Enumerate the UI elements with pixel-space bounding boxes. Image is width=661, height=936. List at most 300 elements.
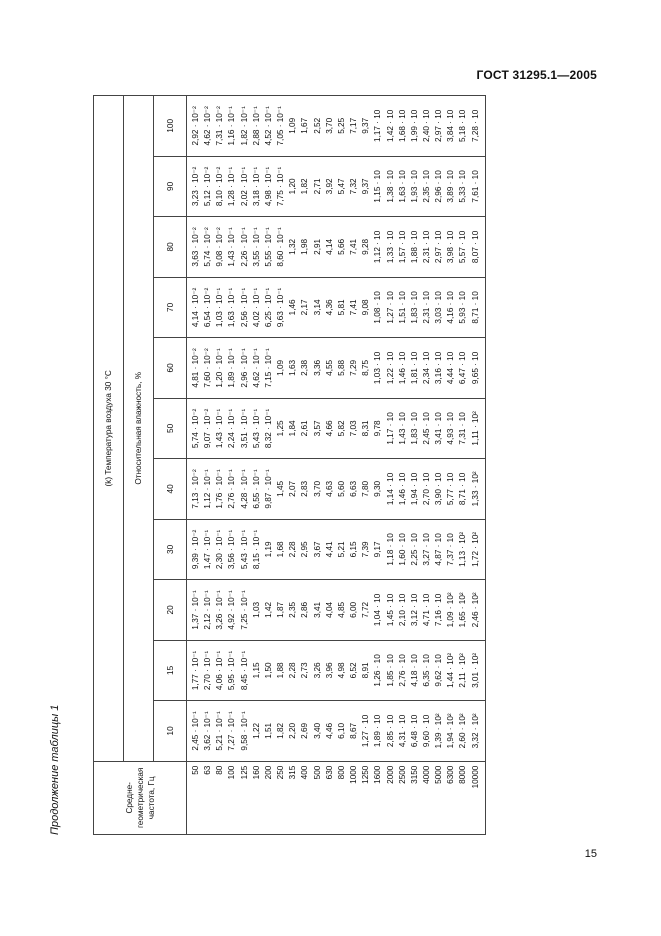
attenuation-value: 2,85 · 10 [385,714,395,748]
attenuation-value: 7,31 · 10 [458,412,468,445]
attenuation-value: 3,90 · 10 [434,472,444,506]
attenuation-value: 9,62 · 10 [434,654,444,687]
attenuation-value: 5,43 · 10⁻¹ [239,529,249,570]
attenuation-value: 9,28 [361,238,371,255]
humidity-column [187,277,486,338]
attenuation-value: 9,37 [361,117,371,134]
attenuation-value: 4,31 · 10 [397,714,407,748]
attenuation-value: 3,67 [312,541,322,558]
attenuation-value: 1,85 · 10 [385,654,395,687]
attenuation-value: 2,96 · 10⁻¹ [239,348,249,388]
attenuation-value: 2,35 · 10 [421,170,431,203]
attenuation-value: 7,05 · 10⁻¹ [276,106,286,146]
attenuation-value: 1,94 · 10 [409,472,419,506]
attenuation-value: 8,31 [361,420,371,437]
attenuation-value: 2,76 · 10⁻¹ [227,469,237,509]
attenuation-value: 6,55 · 10⁻¹ [251,469,261,509]
attenuation-value: 7,13 · 10⁻² [191,469,200,509]
attenuation-value: 3,51 · 10⁻¹ [239,408,249,449]
attenuation-value: 1,88 [276,662,286,679]
attenuation-value: 9,65 · 10 [470,351,480,385]
attenuation-value: 7,41 [349,299,359,316]
attenuation-value: 2,26 · 10⁻¹ [239,227,249,267]
attenuation-value: 2,02 · 10⁻¹ [239,166,249,207]
attenuation-value: 8,67 [349,722,359,739]
humidity-column [187,459,486,520]
attenuation-value: 2,71 [312,178,322,195]
attenuation-value: 9,63 · 10⁻¹ [276,287,286,328]
attenuation-value: 4,04 [324,601,334,618]
attenuation-value: 8,45 · 10⁻¹ [239,650,249,691]
attenuation-value: 3,92 [324,178,334,195]
attenuation-value: 9,39 · 10⁻² [191,529,200,570]
attenuation-value: 5,55 · 10⁻¹ [263,227,273,267]
attenuation-value: 5,95 · 10⁻¹ [227,650,237,691]
attenuation-value: 7,41 [349,238,359,255]
attenuation-value: 3,26 · 10⁻¹ [215,590,225,630]
attenuation-value: 7,61 · 10 [470,170,480,203]
attenuation-value: 7,39 [361,541,371,558]
attenuation-value: 4,36 [324,299,334,316]
attenuation-value: 2,25 · 10 [409,533,419,566]
attenuation-value: 1,39 · 10² [434,713,444,749]
attenuation-value: 1,72 · 10² [470,531,480,567]
humidity-header: Относительная влажность, % [124,96,154,762]
attenuation-value: 1,50 [263,662,273,679]
attenuation-value: 2,56 · 10⁻¹ [239,287,249,328]
attenuation-value: 4,46 [324,722,334,739]
attenuation-value: 3,56 · 10⁻¹ [227,529,237,570]
attenuation-value: 4,06 · 10⁻¹ [215,650,225,691]
attenuation-value: 7,17 [349,117,359,134]
attenuation-value: 4,02 · 10⁻¹ [251,287,261,328]
attenuation-value: 2,70 · 10 [421,472,431,506]
attenuation-value: 1,43 · 10⁻¹ [227,227,237,267]
attenuation-value: 1,08 · 10 [373,291,383,324]
attenuation-value: 4,14 [324,238,334,255]
attenuation-value: 2,11 · 10² [458,653,468,688]
frequency-header: Средне-геометрическая частота, Гц [94,761,187,834]
attenuation-value: 9,17 [373,541,383,558]
attenuation-value: 3,14 [312,299,322,316]
attenuation-value: 1,17 · 10 [373,109,383,142]
attenuation-value: 1,89 · 10⁻¹ [227,348,237,388]
attenuation-value: 2,69 [300,722,310,739]
frequency-value: 10000 [470,765,480,789]
frequency-value: 200 [263,765,273,780]
attenuation-value: 3,98 · 10 [446,230,456,264]
humidity-column [187,580,486,641]
attenuation-value: 8,60 · 10⁻¹ [276,227,286,267]
attenuation-value: 5,33 · 10 [458,170,468,203]
table-caption: Продолжение таблицы 1 [49,704,61,835]
attenuation-value: 2,38 [300,359,310,376]
attenuation-value: 3,63 · 10⁻² [191,227,200,267]
attenuation-value: 1,09 · 10² [446,592,456,628]
attenuation-value: 7,27 · 10⁻¹ [227,711,237,751]
attenuation-value: 5,21 [336,541,346,558]
attenuation-value: 2,60 · 10² [458,713,468,749]
attenuation-value: 1,46 [288,299,298,316]
frequency-value: 5000 [434,765,444,784]
attenuation-value: 3,55 · 10⁻¹ [251,227,261,267]
attenuation-value: 1,28 · 10⁻¹ [227,166,237,207]
attenuation-value: 1,45 · 10 [385,593,395,627]
attenuation-value: 7,80 [361,480,371,497]
attenuation-value: 2,88 · 10⁻¹ [251,106,261,146]
attenuation-value: 5,81 [336,299,346,316]
attenuation-value: 3,40 [312,722,322,739]
attenuation-value: 7,25 · 10⁻¹ [239,590,249,630]
attenuation-value: 1,81 · 10 [409,351,419,385]
attenuation-value: 6,63 [349,480,359,497]
humidity-level-header: 20 [154,580,187,641]
attenuation-value: 4,62 · 10⁻¹ [251,348,261,388]
attenuation-value: 1,99 · 10 [409,109,419,142]
attenuation-value: 1,04 · 10 [373,593,383,627]
attenuation-value: 1,33 · 10² [470,471,480,507]
attenuation-value: 1,14 · 10 [385,472,395,506]
attenuation-value: 1,68 · 10 [397,109,407,142]
attenuation-value: 3,23 · 10⁻² [191,166,200,207]
temperature-header: (k) Температура воздуха 30 °C [94,96,124,762]
attenuation-value: 2,45 · 10 [421,412,431,445]
attenuation-value: 2,34 · 10 [421,351,431,385]
page-number: 15 [584,848,597,860]
attenuation-value: 2,86 [300,601,310,618]
attenuation-value: 1,82 [276,722,286,739]
humidity-column [187,96,486,157]
attenuation-value: 1,15 [251,662,261,679]
attenuation-value: 1,87 [276,601,286,618]
attenuation-value: 1,93 · 10 [409,170,419,203]
attenuation-value: 2,31 · 10 [421,291,431,324]
attenuation-value: 1,84 [288,420,298,437]
attenuation-value: 3,41 [312,601,322,618]
attenuation-value: 2,97 · 10 [434,109,444,142]
attenuation-value: 1,15 · 10 [373,170,383,203]
attenuation-value: 3,26 [312,662,322,679]
attenuation-value: 6,35 · 10 [421,654,431,687]
frequency-value: 80 [215,765,225,775]
frequency-value: 8000 [458,765,468,784]
frequency-value: 160 [251,765,261,780]
attenuation-value: 1,09 [288,117,298,134]
attenuation-value: 4,44 · 10 [446,351,456,385]
attenuation-value: 1,46 · 10 [397,351,407,385]
attenuation-value: 8,71 · 10 [470,291,480,324]
attenuation-value: 3,36 [312,359,322,376]
attenuation-value: 1,16 · 10⁻¹ [227,106,237,146]
attenuation-value: 1,25 [276,420,286,437]
attenuation-value: 9,87 · 10⁻¹ [263,469,273,509]
attenuation-value: 1,42 · 10 [385,109,395,142]
frequency-value: 3150 [409,765,419,784]
attenuation-value: 7,75 · 10⁻¹ [276,166,286,207]
attenuation-value: 6,52 [349,662,359,679]
attenuation-value: 1,83 · 10 [409,291,419,324]
attenuation-value: 4,16 · 10 [446,291,456,324]
attenuation-value: 2,31 · 10 [421,230,431,264]
humidity-column [187,519,486,580]
attenuation-value: 1,26 · 10 [373,654,383,687]
attenuation-value: 1,22 · 10 [385,351,395,385]
frequency-value: 4000 [421,765,431,784]
attenuation-value: 3,57 [312,420,322,437]
humidity-level-header: 100 [154,96,187,157]
attenuation-value: 9,37 [361,178,371,195]
humidity-column [187,156,486,217]
attenuation-value: 9,08 [361,299,371,316]
attenuation-value: 1,43 · 10⁻¹ [215,408,225,449]
attenuation-value: 1,46 · 10 [397,472,407,506]
attenuation-value: 9,07 · 10⁻² [203,408,213,449]
attenuation-value: 3,01 · 10² [470,652,480,688]
attenuation-value: 2,76 · 10 [397,654,407,687]
attenuation-value: 9,08 · 10⁻² [215,227,225,267]
humidity-level-header: 60 [154,338,187,399]
attenuation-value: 1,83 · 10 [409,412,419,445]
attenuation-value: 5,21 · 10⁻¹ [215,711,225,751]
frequency-value: 630 [324,765,334,780]
frequency-value: 800 [336,765,346,780]
attenuation-value: 3,18 · 10⁻¹ [251,166,261,207]
attenuation-value: 3,03 · 10 [434,291,444,324]
attenuation-value: 7,28 · 10 [470,109,480,142]
humidity-column [187,217,486,278]
attenuation-value: 1,67 [300,117,310,134]
attenuation-value: 3,27 · 10 [421,533,431,566]
attenuation-value: 2,70 · 10⁻¹ [203,650,213,691]
frequency-value: 315 [288,765,298,780]
attenuation-value: 1,32 [288,238,298,255]
attenuation-value: 1,18 · 10 [385,533,395,566]
attenuation-value: 1,51 [263,722,273,739]
attenuation-value: 4,28 · 10⁻¹ [239,469,249,509]
attenuation-value: 5,66 [336,238,346,255]
humidity-level-header: 50 [154,398,187,459]
attenuation-value: 8,32 · 10⁻¹ [263,408,273,449]
humidity-level-header: 40 [154,459,187,520]
attenuation-value: 3,16 · 10 [434,351,444,385]
frequency-value: 1600 [373,765,383,784]
attenuation-value: 2,35 [288,601,298,618]
attenuation-value: 3,70 [324,117,334,134]
attenuation-value: 4,92 · 10⁻¹ [227,590,237,630]
attenuation-value: 5,43 · 10⁻¹ [251,408,261,449]
attenuation-value: 4,63 [324,480,334,497]
attenuation-value: 1,42 [263,601,273,618]
humidity-level-header: 70 [154,277,187,338]
attenuation-value: 4,41 [324,541,334,558]
attenuation-value: 2,97 · 10 [434,230,444,264]
attenuation-value: 6,10 [336,722,346,739]
attenuation-value: 6,54 · 10⁻² [203,287,213,328]
attenuation-value: 3,89 · 10 [446,170,456,203]
attenuation-value: 7,72 [361,601,371,618]
attenuation-value: 5,93 · 10 [458,291,468,324]
attenuation-value: 1,82 [300,178,310,195]
attenuation-value: 6,15 [349,541,359,558]
frequency-value: 50 [191,765,200,775]
attenuation-value: 9,78 [373,420,383,437]
attenuation-value: 5,60 [336,480,346,497]
attenuation-value: 5,88 [336,359,346,376]
attenuation-value: 2,30 · 10⁻¹ [215,529,225,570]
attenuation-value: 1,03 · 10⁻¹ [215,287,225,328]
attenuation-value: 1,20 · 10⁻¹ [215,348,225,388]
attenuation-value: 1,03 · 10 [373,351,383,385]
attenuation-value: 5,82 [336,420,346,437]
attenuation-value: 1,22 [251,722,261,739]
attenuation-value: 1,37 · 10⁻¹ [191,590,200,630]
attenuation-value: 8,07 · 10 [470,230,480,264]
attenuation-value: 8,75 [361,359,371,376]
attenuation-value: 2,61 [300,420,310,437]
attenuation-value: 5,57 · 10 [458,230,468,264]
attenuation-value: 2,92 · 10⁻² [191,106,200,146]
attenuation-value: 6,48 · 10 [409,714,419,748]
attenuation-value: 7,37 · 10 [446,533,456,566]
attenuation-value: 2,28 [288,662,298,679]
attenuation-value: 2,24 · 10⁻¹ [227,408,237,449]
attenuation-value: 5,47 [336,178,346,195]
attenuation-value: 6,25 · 10⁻¹ [263,287,273,328]
attenuation-value: 7,31 · 10⁻² [215,106,225,146]
attenuation-value: 4,81 · 10⁻² [191,348,200,388]
attenuation-value: 4,62 · 10⁻² [203,106,213,146]
attenuation-value: 4,71 · 10 [421,593,431,627]
attenuation-value: 3,41 · 10 [434,412,444,445]
attenuation-value: 2,12 · 10⁻¹ [203,590,213,630]
attenuation-value: 2,46 · 10² [470,592,480,628]
attenuation-value: 1,09 [276,359,286,376]
attenuation-value: 7,32 [349,178,359,195]
attenuation-value: 1,94 · 10² [446,713,456,749]
frequency-value: 2500 [397,765,407,784]
attenuation-value: 1,33 · 10 [385,230,395,264]
attenuation-value: 6,00 [349,601,359,618]
attenuation-value: 1,98 [300,238,310,255]
attenuation-value: 1,17 · 10 [385,412,395,445]
frequency-value: 400 [300,765,310,780]
attenuation-value: 1,68 [276,541,286,558]
attenuation-value: 6,47 · 10 [458,351,468,385]
frequency-value: 500 [312,765,322,780]
attenuation-value: 1,57 · 10 [397,230,407,264]
attenuation-value: 2,95 [300,541,310,558]
frequency-value: 1250 [361,765,371,784]
humidity-level-header: 30 [154,519,187,580]
attenuation-value: 1,88 · 10 [409,230,419,264]
standard-header: ГОСТ 31295.1—2005 [476,68,597,82]
attenuation-value: 2,45 · 10⁻¹ [191,711,200,751]
attenuation-value: 3,70 [312,480,322,497]
frequency-value: 6300 [446,765,456,784]
humidity-level-header: 80 [154,217,187,278]
attenuation-value: 1,65 · 10² [458,592,468,628]
attenuation-value: 4,55 [324,359,334,376]
frequency-value: 2000 [385,765,395,784]
attenuation-value: 2,83 [300,480,310,497]
attenuation-table [93,95,486,835]
attenuation-value: 3,12 · 10 [409,593,419,627]
attenuation-value: 8,71 · 10 [458,472,468,506]
attenuation-value: 4,66 [324,420,334,437]
attenuation-value: 7,16 · 10 [434,593,444,627]
attenuation-value: 7,03 [349,420,359,437]
attenuation-value: 4,85 [336,601,346,618]
attenuation-value: 5,77 · 10 [446,472,456,506]
attenuation-value: 2,28 [288,541,298,558]
attenuation-value: 1,20 [288,178,298,195]
attenuation-value: 2,52 [312,117,322,134]
attenuation-value: 1,38 · 10 [385,170,395,203]
attenuation-value: 1,12 · 10 [373,230,383,264]
humidity-column [187,640,486,701]
frequency-value: 1000 [349,765,359,784]
attenuation-value: 4,93 · 10 [446,412,456,445]
humidity-column [187,338,486,399]
attenuation-value: 2,96 · 10 [434,170,444,203]
attenuation-value: 1,27 · 10 [361,714,371,748]
attenuation-value: 7,15 · 10⁻¹ [263,348,273,388]
attenuation-value: 1,03 [251,601,261,618]
attenuation-value: 5,18 · 10 [458,109,468,142]
attenuation-value: 9,60 · 10 [421,714,431,748]
attenuation-value: 2,10 · 10 [397,593,407,627]
attenuation-value: 1,45 [276,480,286,497]
attenuation-value: 3,32 · 10² [470,713,480,749]
attenuation-value: 2,91 [312,238,322,255]
attenuation-value: 2,17 [300,299,310,316]
attenuation-value: 1,51 · 10 [397,291,407,324]
humidity-level-header: 90 [154,156,187,217]
humidity-column [187,398,486,459]
attenuation-value: 1,60 · 10 [397,533,407,566]
attenuation-value: 4,98 · 10⁻¹ [263,166,273,207]
attenuation-value: 3,96 [324,662,334,679]
humidity-column [187,701,486,762]
attenuation-value: 1,19 [263,541,273,558]
attenuation-value: 1,63 · 10⁻¹ [227,287,237,328]
frequency-value: 63 [203,765,213,775]
attenuation-value: 9,30 [373,480,383,497]
attenuation-value: 4,87 · 10 [434,533,444,566]
attenuation-value: 1,47 · 10⁻¹ [203,529,213,570]
frequency-value: 125 [239,765,249,780]
attenuation-value: 7,60 · 10⁻² [203,348,213,388]
attenuation-value: 2,40 · 10 [421,109,431,142]
attenuation-value: 1,76 · 10⁻¹ [215,469,225,509]
attenuation-value: 1,13 · 10² [458,531,468,567]
attenuation-value: 1,82 · 10⁻¹ [239,106,249,146]
attenuation-value: 1,11 · 10² [470,411,480,446]
humidity-level-header: 10 [154,701,187,762]
attenuation-value: 1,63 [288,359,298,376]
attenuation-value: 2,07 [288,480,298,497]
attenuation-value: 3,62 · 10⁻¹ [203,711,213,751]
rotated-table-region [49,95,584,835]
frequency-value: 250 [276,765,286,780]
attenuation-value: 1,12 · 10⁻¹ [203,469,213,509]
frequency-column [187,761,486,834]
attenuation-value: 4,18 · 10 [409,654,419,687]
attenuation-value: 5,12 · 10⁻² [203,166,213,207]
attenuation-value: 5,74 · 10⁻² [191,408,200,449]
attenuation-value: 1,27 · 10 [385,291,395,324]
attenuation-value: 8,91 [361,662,371,679]
